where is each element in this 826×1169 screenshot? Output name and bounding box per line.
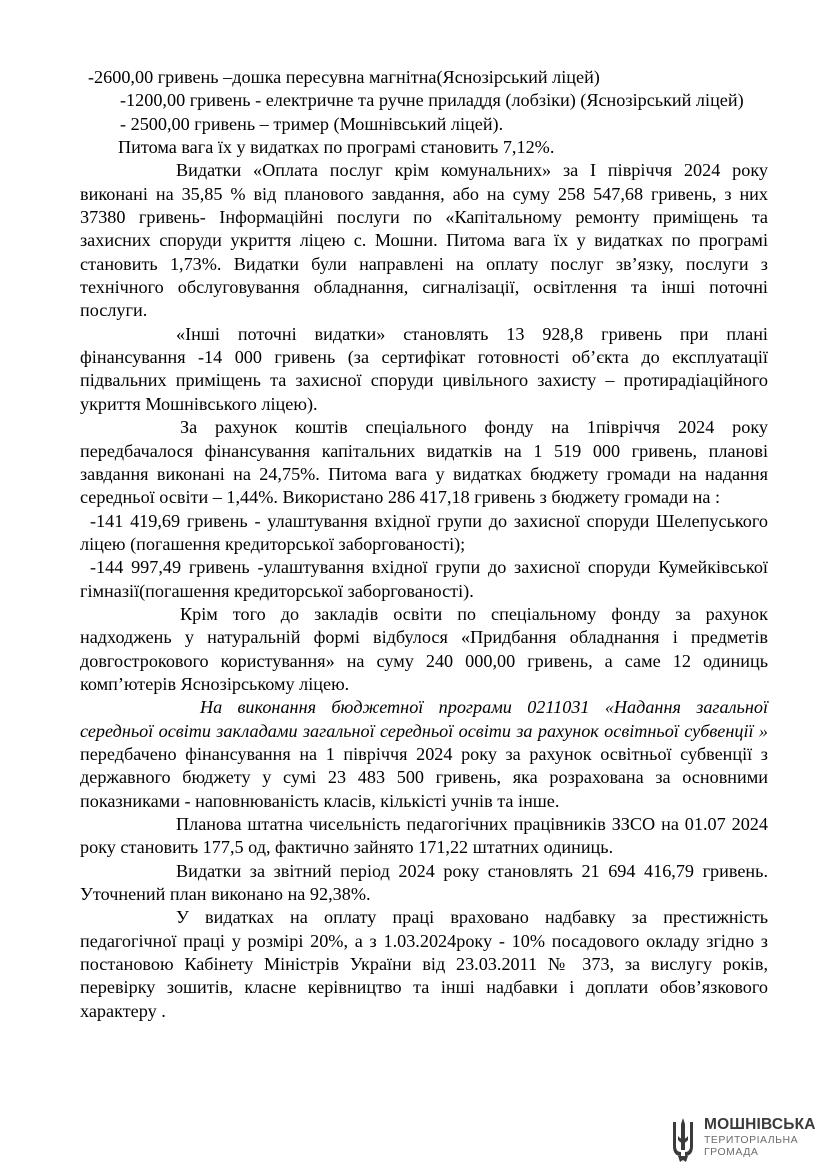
logo-line1: ТЕРИТОРІАЛЬНА xyxy=(704,1134,799,1146)
community-logo xyxy=(670,1116,816,1166)
paragraph: Крім того до закладів освіти по спеціальному фонду за рахунок надходжень у натуральній формі відбулося «Придбання обладнання і предметів довгострокового користування» на суму 240 000,00 гривень, а саме 12 одиниць комп’ютерів Яснозірському ліцею. xyxy=(80,603,768,694)
paragraph: «Інші поточні видатки» становлять 13 928,8 гривень при плані фінансування -14 000 гривень (за сертифікат готовності об’єкта до експлуатації підвальних приміщень та захисної споруди цивільного захисту – протирадіаційного укриття Мошнівського ліцею). xyxy=(80,323,768,414)
paragraph: -141 419,69 гривень - улаштування вхідної групи до захисної споруди Шелепуського ліцею (погашення кредиторської заборгованості); xyxy=(80,510,768,554)
paragraph: У видатках на оплату праці враховано надбавку за престижність педагогічної праці у розмірі 20%, а з 1.03.2024року - 10% посадового окладу згідно з постановою Кабінету Міністрів України від 23.03.2011 № 373, за вислугу років, перевірку зошитів, класне керівництво та інші надбавки і доплати обов’язкового характеру . xyxy=(80,907,768,1021)
paragraph: -2600,00 гривень –дошка пересувна магнітна(Яснозірський ліцей) xyxy=(88,67,600,87)
paragraph: -1200,00 гривень - електричне та ручне приладдя (лобзіки) (Яснозірський ліцей) xyxy=(120,90,744,111)
document-body xyxy=(80,66,768,1023)
subvention-paragraph xyxy=(80,696,768,813)
paragraph: -144 997,49 гривень -улаштування вхідної групи до захисної споруди Кумейківської гімназії(погашення кредиторської заборгованості). xyxy=(80,557,768,601)
paragraph: Питома вага їх у видатках по програмі становить 7,12%. xyxy=(118,137,555,158)
paragraph: - 2500,00 гривень – тример (Мошнівський ліцей). xyxy=(120,113,504,134)
paragraph: За рахунок коштів спеціального фонду на 1півріччя 2024 року передбачалося фінансування капітальних видатків на 1 519 000 гривень, планові завдання виконані на 24,75%. Питома вага у видатках бюджету громади на надання середньої освіти – 1,44%. Використано 286 417,18 гривень з бюджету громади на : xyxy=(80,417,768,508)
subvention-text: передбачено фінансування на 1 півріччя 2024 року за рахунок освітньої субвенції з державного бюджету у сумі 23 483 500 гривень, яка розрахована за основними показниками - наповнюваність класів, кількісті учнів та інше. xyxy=(80,743,768,811)
logo-name: МОШНІВСЬКА xyxy=(704,1116,816,1133)
trident-icon xyxy=(670,1116,696,1164)
paragraph: Видатки «Оплата послуг крім комунальних» за І півріччя 2024 року виконані на 35,85 % від планового завдання, або на суму 258 547,68 гривень, з них 37380 гривень- Інформаційні послуги по «Капітальному ремонту приміщень та захисних споруди укриття ліцею с. Мошни. Питома вага їх у видатках по програмі становить 1,73%. Видатки були направлені на оплату послуг зв’язку, послуги з технічного обслуговування обладнання, сигналізації, освітлення та інші поточні послуги. xyxy=(80,160,768,321)
paragraph: Планова штатна чисельність педагогічних працівників ЗЗСО на 01.07 2024 року становить 177,5 од, фактично зайнято 171,22 штатних одиниць. xyxy=(80,814,768,858)
subvention-italic-text: На виконання бюджетної програми 0211031 «Надання загальної середньої освіти закладами загальної середньої освіти за рахунок освітньої субвенції » xyxy=(80,697,768,741)
logo-line2: ГРОМАДА xyxy=(704,1146,759,1158)
paragraph: Видатки за звітний період 2024 року становлять 21 694 416,79 гривень. Уточнений план виконано на 92,38%. xyxy=(80,860,768,905)
